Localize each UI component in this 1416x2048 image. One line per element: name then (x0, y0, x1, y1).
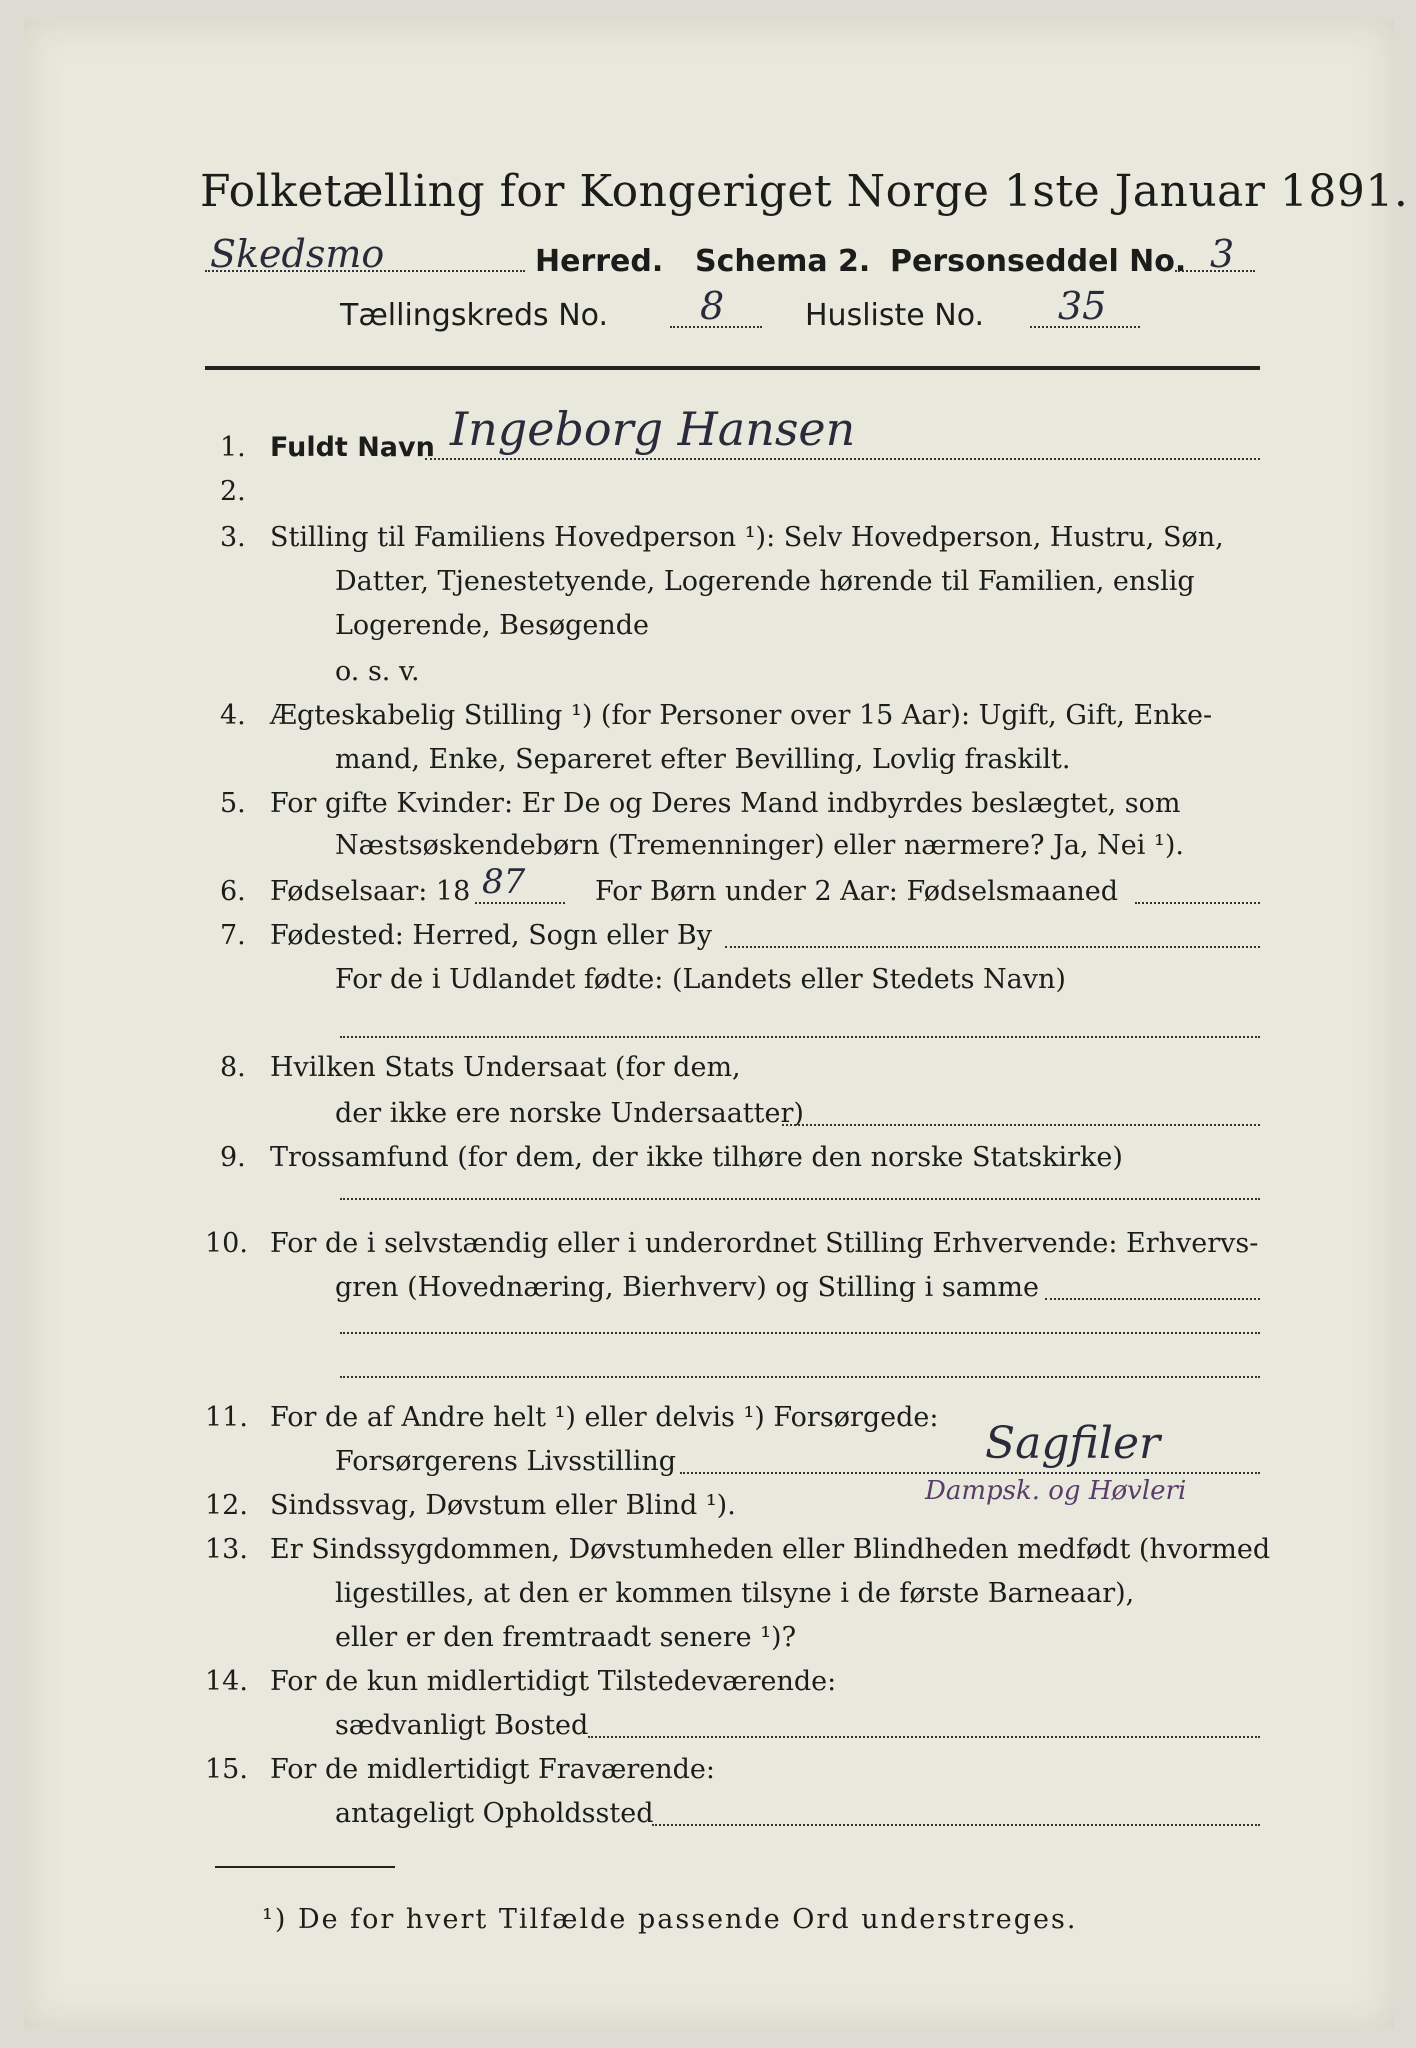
form-title: Folketælling for Kongeriget Norge 1ste Januar 1891. (200, 166, 1409, 217)
q13-line3: eller er den fremtraadt senere ¹)? (335, 1622, 797, 1653)
herred-label: Herred. (535, 244, 664, 279)
q7-number: 7. (220, 920, 246, 951)
q10-line-a (1045, 1298, 1260, 1300)
q5-number: 5. (220, 788, 246, 819)
q6-value: 87 (482, 862, 526, 902)
q1-value: Ingeborg Hansen (450, 402, 856, 456)
q9-line1: Trossamfund (for dem, der ikke tilhøre den norske Statskirke) (270, 1142, 1123, 1173)
personseddel-value: 3 (1210, 232, 1235, 276)
q8-number: 8. (220, 1052, 246, 1083)
q7-line (725, 946, 1260, 948)
q9-line (340, 1198, 1260, 1200)
q8-line (782, 1124, 1260, 1126)
municipality-handwritten: Skedsmo (210, 232, 385, 276)
husliste-value: 35 (1058, 284, 1107, 328)
q14-number: 14. (205, 1666, 248, 1697)
q12-line1: Sindssvag, Døvstum eller Blind ¹). (270, 1490, 736, 1521)
q15-line1: For de midlertidigt Fraværende: (270, 1754, 716, 1785)
municipality-line (205, 270, 525, 272)
q2-number: 2. (220, 476, 246, 507)
q10-line-c (340, 1376, 1260, 1378)
q3-line3: Logerende, Besøgende (335, 610, 649, 641)
q13-line2: ligestilles, at den er kommen tilsyne i de første Barneaar), (335, 1578, 1135, 1609)
q11-line1: For de af Andre helt ¹) eller delvis ¹) Forsørgede: (270, 1402, 939, 1433)
kreds-value: 8 (700, 284, 725, 328)
schema-label: Schema 2. (695, 244, 871, 279)
q14-line1: For de kun midlertidigt Tilstedeværende: (270, 1666, 837, 1697)
q13-line1: Er Sindssygdommen, Døvstumheden eller Blindheden medfødt (hvormed (270, 1534, 1271, 1565)
q4-line1: Ægteskabelig Stilling ¹) (for Personer over 15 Aar): Ugift, Gift, Enke- (270, 700, 1213, 731)
q15-line (652, 1824, 1260, 1826)
q3-line1: Stilling til Familiens Hovedperson ¹): Selv Hovedperson, Hustru, Søn, (270, 522, 1224, 553)
q11-number: 11. (205, 1402, 248, 1433)
q4-line2: mand, Enke, Separeret efter Bevilling, Lovlig fraskilt. (335, 744, 1071, 775)
q15-number: 15. (205, 1754, 248, 1785)
q6-year-line (475, 902, 565, 904)
q15-line2: antageligt Opholdssted (335, 1798, 654, 1829)
q5-line1: For gifte Kvinder: Er De og Deres Mand indbyrdes beslægtet, som (270, 788, 1181, 819)
q12-handwritten: Dampsk. og Høvleri (925, 1476, 1187, 1506)
q4-number: 4. (220, 700, 246, 731)
q13-number: 13. (205, 1534, 248, 1565)
q11-line (680, 1472, 1260, 1474)
q11-line2: Forsørgerens Livsstilling (335, 1446, 677, 1477)
personseddel-label: Personseddel No. (890, 244, 1187, 279)
footnote: ¹) De for hvert Tilfælde passende Ord understreges. (262, 1904, 1078, 1935)
q7-foreign-line (340, 1036, 1260, 1038)
q3-number: 3. (220, 522, 246, 553)
q5-line2: Næstsøskendebørn (Tremenninger) eller nærmere? Ja, Nei ¹). (335, 830, 1184, 861)
q6-month-line (1135, 902, 1260, 904)
q7-line1: Fødested: Herred, Sogn eller By (270, 920, 713, 951)
q9-number: 9. (220, 1142, 246, 1173)
q10-number: 10. (205, 1228, 248, 1259)
q8-line2: der ikke ere norske Undersaatter) (335, 1098, 804, 1129)
q11-value: Sagfiler (985, 1418, 1161, 1469)
footnote-rule (215, 1866, 395, 1868)
q10-line1: For de i selvstændig eller i underordnet Stilling Erhvervende: Erhvervs- (270, 1228, 1259, 1259)
q10-line2: gren (Hovednæring, Bierhverv) og Stilling i samme (335, 1272, 1040, 1303)
q6-label2: For Børn under 2 Aar: Fødselsmaaned (595, 876, 1119, 907)
q7-line2: For de i Udlandet fødte: (Landets eller Stedets Navn) (335, 964, 1066, 995)
q12-number: 12. (205, 1490, 248, 1521)
q3-line2: Datter, Tjenestetyende, Logerende hørende til Familien, enslig (335, 566, 1195, 597)
q1-number: 1. (220, 432, 246, 463)
husliste-label: Husliste No. (805, 298, 985, 333)
q10-line-b (340, 1332, 1260, 1334)
header-rule (205, 366, 1260, 370)
kreds-label: Tællingskreds No. (340, 298, 608, 333)
q3-line4: o. s. v. (335, 656, 420, 687)
q14-line (588, 1736, 1260, 1738)
q1-line (425, 458, 1260, 460)
q8-line1: Hvilken Stats Undersaat (for dem, (270, 1052, 741, 1083)
q6-number: 6. (220, 876, 246, 907)
q6-label: Fødselsaar: 18 (270, 876, 471, 907)
q14-line2: sædvanligt Bosted (335, 1710, 589, 1741)
q1-label: Fuldt Navn (270, 432, 435, 463)
